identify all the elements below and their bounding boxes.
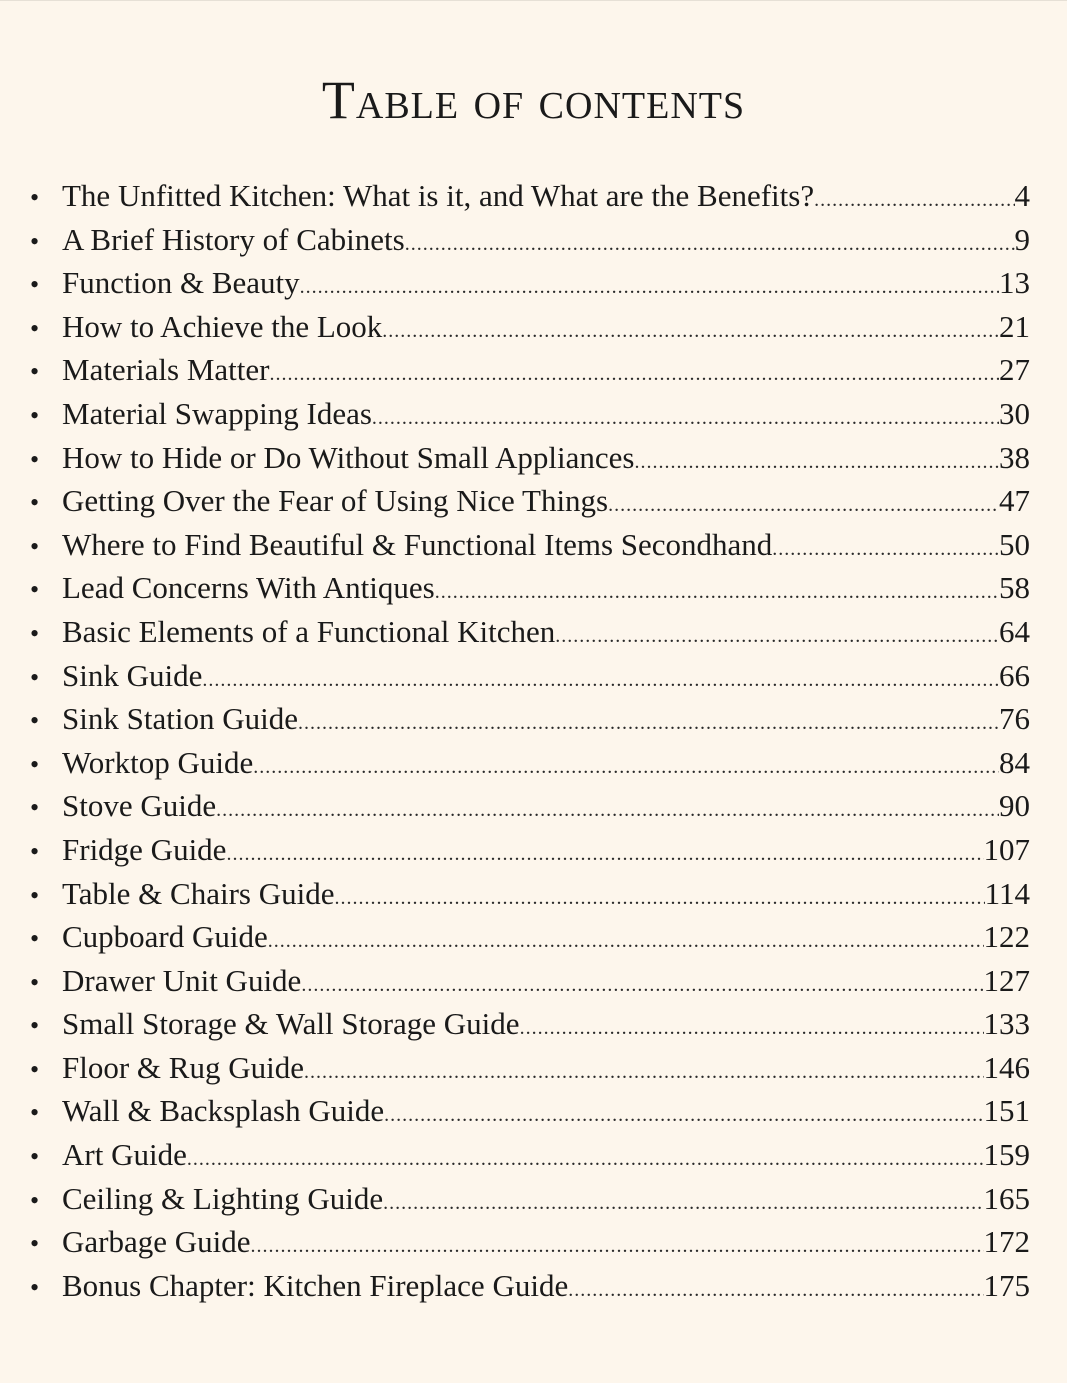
bullet-icon: • bbox=[30, 313, 40, 343]
toc-entry[interactable] bbox=[30, 828, 1030, 872]
dot-leader bbox=[334, 877, 984, 921]
dot-leader bbox=[269, 353, 999, 397]
dot-leader bbox=[268, 920, 984, 964]
toc-entry-title: Cupboard Guide bbox=[62, 919, 268, 955]
dot-leader bbox=[382, 310, 999, 354]
bullet-icon: • bbox=[30, 1142, 40, 1172]
bullet-icon: • bbox=[30, 1272, 40, 1302]
bullet-icon: • bbox=[30, 793, 40, 823]
toc-entry[interactable] bbox=[30, 1133, 1030, 1177]
bullet-icon: • bbox=[30, 1011, 40, 1041]
toc-entry-page-number: 47 bbox=[999, 483, 1030, 519]
bullet-icon: • bbox=[30, 836, 40, 866]
toc-entry-page-number: 64 bbox=[999, 613, 1030, 649]
toc-entry[interactable] bbox=[30, 1002, 1030, 1046]
dot-leader bbox=[253, 746, 999, 790]
dot-leader bbox=[202, 659, 999, 703]
toc-entry[interactable] bbox=[30, 784, 1030, 828]
toc-entry-title: Where to Find Beautiful & Functional Items Secondhand bbox=[62, 526, 773, 562]
dot-leader bbox=[300, 266, 999, 310]
toc-entry[interactable] bbox=[30, 1220, 1030, 1264]
toc-entry-title: Fridge Guide bbox=[62, 831, 227, 867]
toc-entry-title: Basic Elements of a Functional Kitchen bbox=[62, 613, 556, 649]
toc-entry[interactable] bbox=[30, 523, 1030, 567]
toc-entry-title: How to Achieve the Look bbox=[62, 308, 383, 344]
toc-entry-page-number: 133 bbox=[983, 1006, 1030, 1042]
toc-entry-page-number: 4 bbox=[1014, 178, 1030, 213]
toc-entry-page-number: 30 bbox=[999, 395, 1030, 431]
dot-leader bbox=[372, 397, 999, 441]
dot-leader bbox=[304, 1051, 984, 1095]
toc-entry-page-number: 127 bbox=[983, 962, 1030, 998]
bullet-icon: • bbox=[30, 924, 40, 954]
toc-entry-page-number: 84 bbox=[999, 744, 1030, 780]
toc-entry-title: Getting Over the Fear of Using Nice Things bbox=[62, 483, 609, 519]
bullet-icon: • bbox=[30, 749, 40, 779]
toc-entry-title: The Unfitted Kitchen: What is it, and What are the Benefits? bbox=[62, 178, 815, 213]
toc-entry-title: Sink Guide bbox=[62, 657, 203, 693]
bullet-icon: • bbox=[30, 880, 40, 910]
toc-entry-page-number: 58 bbox=[999, 570, 1030, 606]
toc-entry-page-number: 122 bbox=[983, 919, 1030, 955]
bullet-icon: • bbox=[30, 1229, 40, 1259]
toc-entry[interactable] bbox=[30, 566, 1030, 610]
toc-entry-page-number: 90 bbox=[999, 788, 1030, 824]
toc-entry-title: Table & Chairs Guide bbox=[62, 875, 335, 911]
bullet-icon: • bbox=[30, 444, 40, 474]
bullet-icon: • bbox=[30, 967, 40, 997]
toc-entry-title: Garbage Guide bbox=[62, 1224, 251, 1260]
toc-entry-page-number: 27 bbox=[999, 352, 1030, 388]
toc-entry-title: How to Hide or Do Without Small Appliances bbox=[62, 439, 635, 475]
toc-entry-title: A Brief History of Cabinets bbox=[62, 221, 405, 257]
toc-entry-page-number: 165 bbox=[983, 1180, 1030, 1216]
bullet-icon: • bbox=[30, 531, 40, 561]
bullet-icon: • bbox=[30, 706, 40, 736]
toc-entry-title: Function & Beauty bbox=[62, 265, 300, 301]
toc-entry-title: Wall & Backsplash Guide bbox=[62, 1093, 385, 1129]
toc-entry[interactable] bbox=[30, 479, 1030, 523]
bullet-icon: • bbox=[30, 400, 40, 430]
toc-entry-page-number: 114 bbox=[984, 875, 1030, 911]
toc-entry-title: Material Swapping Ideas bbox=[62, 395, 372, 431]
toc-entry-title: Stove Guide bbox=[62, 788, 217, 824]
toc-entry-page-number: 13 bbox=[999, 265, 1030, 301]
toc-entry[interactable] bbox=[30, 348, 1030, 392]
bullet-icon: • bbox=[30, 1054, 40, 1084]
dot-leader bbox=[635, 441, 1000, 485]
toc-entry-page-number: 175 bbox=[983, 1267, 1030, 1303]
toc-entry[interactable] bbox=[30, 392, 1030, 436]
bullet-icon: • bbox=[30, 226, 40, 256]
toc-entry-page-number: 159 bbox=[983, 1137, 1030, 1173]
dot-leader bbox=[187, 1138, 984, 1182]
dot-leader bbox=[520, 1007, 984, 1051]
toc-entry-title: Art Guide bbox=[62, 1137, 187, 1173]
dot-leader bbox=[568, 1269, 983, 1313]
dot-leader bbox=[216, 789, 999, 833]
toc-entry[interactable] bbox=[30, 436, 1030, 480]
toc-entry-page-number: 50 bbox=[999, 526, 1030, 562]
toc-entry-page-number: 76 bbox=[999, 701, 1030, 737]
bullet-icon: • bbox=[30, 1185, 40, 1215]
toc-entry[interactable] bbox=[30, 654, 1030, 698]
toc-entry-page-number: 38 bbox=[999, 439, 1030, 475]
toc-entry[interactable] bbox=[30, 218, 1030, 262]
toc-entry-page-number: 21 bbox=[999, 308, 1030, 344]
toc-entry-title: Small Storage & Wall Storage Guide bbox=[62, 1006, 520, 1042]
toc-entry-page-number: 9 bbox=[1014, 221, 1030, 257]
toc-entry[interactable] bbox=[30, 261, 1030, 305]
toc-entry[interactable] bbox=[30, 697, 1030, 741]
toc-entry[interactable] bbox=[30, 872, 1030, 916]
dot-leader bbox=[383, 1182, 983, 1226]
bullet-icon: • bbox=[30, 183, 40, 212]
bullet-icon: • bbox=[30, 662, 40, 692]
dot-leader bbox=[384, 1094, 983, 1138]
dot-leader bbox=[814, 179, 1014, 223]
bullet-icon: • bbox=[30, 1098, 40, 1128]
toc-entry-title: Bonus Chapter: Kitchen Fireplace Guide bbox=[62, 1267, 569, 1303]
toc-entry-title: Sink Station Guide bbox=[62, 701, 298, 737]
toc-entry[interactable] bbox=[30, 915, 1030, 959]
bullet-icon: • bbox=[30, 357, 40, 387]
dot-leader bbox=[251, 1225, 984, 1269]
bullet-icon: • bbox=[30, 270, 40, 300]
toc-entry-page-number: 172 bbox=[983, 1224, 1030, 1260]
toc-entry-title: Floor & Rug Guide bbox=[62, 1049, 304, 1085]
toc-entry[interactable] bbox=[30, 959, 1030, 1003]
bullet-icon: • bbox=[30, 488, 40, 518]
dot-leader bbox=[555, 615, 999, 659]
dot-leader bbox=[226, 833, 983, 877]
toc-entry-title: Worktop Guide bbox=[62, 744, 254, 780]
toc-entry[interactable] bbox=[30, 610, 1030, 654]
toc-entry[interactable] bbox=[30, 174, 1030, 218]
toc-entry[interactable] bbox=[30, 1264, 1030, 1308]
toc-entry-title: Lead Concerns With Antiques bbox=[62, 570, 435, 606]
toc-entry-page-number: 146 bbox=[983, 1049, 1030, 1085]
dot-leader bbox=[405, 223, 1015, 267]
page-title: Table of contents bbox=[321, 70, 746, 130]
dot-leader bbox=[608, 484, 999, 528]
toc-entry-page-number: 151 bbox=[983, 1093, 1030, 1129]
bullet-icon: • bbox=[30, 575, 40, 605]
toc-entry[interactable] bbox=[30, 741, 1030, 785]
toc-entry[interactable] bbox=[30, 1089, 1030, 1133]
bullet-icon: • bbox=[30, 618, 40, 648]
toc-entry[interactable] bbox=[30, 1046, 1030, 1090]
toc-entry-title: Materials Matter bbox=[62, 352, 270, 388]
toc-entry[interactable] bbox=[30, 1177, 1030, 1221]
dot-leader bbox=[772, 528, 999, 572]
dot-leader bbox=[435, 571, 999, 615]
toc-entry-title: Ceiling & Lighting Guide bbox=[62, 1180, 384, 1216]
toc-entry[interactable] bbox=[30, 305, 1030, 349]
toc-entry-page-number: 66 bbox=[999, 657, 1030, 693]
toc-entry-title: Drawer Unit Guide bbox=[62, 962, 302, 998]
dot-leader bbox=[298, 702, 999, 746]
toc-list bbox=[30, 174, 1030, 1307]
toc-entry-page-number: 107 bbox=[983, 831, 1030, 867]
dot-leader bbox=[301, 964, 983, 1008]
